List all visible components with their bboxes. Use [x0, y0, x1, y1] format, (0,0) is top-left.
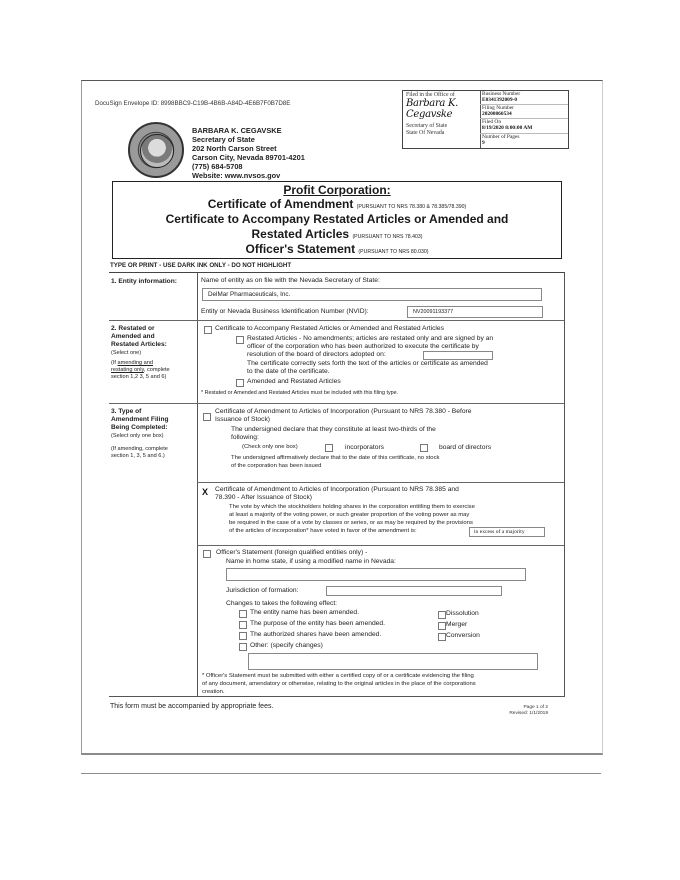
before-issuance-checkbox[interactable] — [203, 413, 211, 421]
board-adoption-date-field[interactable] — [423, 351, 493, 360]
business-number-cell: Business Number E0341392009-0 — [480, 91, 568, 105]
restated-footnote: * Restated or Amended and Restated Articles must be included with this filing type. — [201, 390, 399, 396]
board-of-directors-label: board of directors — [439, 444, 492, 451]
page-separator — [81, 773, 601, 774]
pages-cell: Number of Pages 9 — [480, 134, 568, 148]
board-of-directors-checkbox[interactable] — [420, 444, 428, 452]
filing-number-cell: Filing Number 20200860534 — [480, 105, 568, 119]
section3-label: 3. Type of Amendment Filing Being Completed: (Select only one box) (If amending, complete section 1, 3, 5 and 6.) — [111, 408, 169, 459]
before-issuance-label: Certificate of Amendment to Articles of Incorporation (Pursuant to NRS 78.380 - Before — [215, 408, 472, 415]
secretary-of-state-block — [192, 126, 305, 180]
officers-statement-checkbox[interactable] — [203, 550, 211, 558]
fees-notice: This form must be accompanied by appropriate fees. — [110, 703, 274, 710]
home-state-name-field[interactable] — [226, 568, 526, 581]
business-number: E0341392009-0 — [482, 97, 518, 103]
amended-restated-label: Amended and Restated Articles — [247, 378, 341, 385]
state-label: State Of Nevada — [406, 130, 445, 136]
other-changes-checkbox[interactable] — [239, 643, 247, 651]
secretary-phone: (775) 684-5708 — [192, 162, 243, 171]
filed-on: 8/19/2020 8:00:00 AM — [482, 125, 533, 132]
form-title-box: Profit Corporation: Certificate of Amendment (PURSUANT TO NRS 78.380 & 78.385/78.390) Certificate to Accompany Restated Articles or Amended and Restated Articles (PURSUANT TO NRS 78.403) Officer's Statement (PURSUANT TO NRS 80.030) — [112, 181, 562, 259]
dissolution-checkbox[interactable] — [438, 611, 446, 619]
section1-label: 1. Entity information: — [111, 278, 177, 285]
section2-label: 2. Restated or Amended and Restated Articles: (Select one) (If amending and restating only, complete section 1,2 3, 5 and 6) — [111, 325, 170, 380]
amended-restated-checkbox[interactable] — [236, 379, 244, 387]
secretary-signature: Barbara K. Cegavske — [406, 98, 459, 120]
revision-date: Revised: 1/1/2019 — [509, 711, 548, 716]
filing-stamp — [402, 90, 569, 149]
filed-on-cell: Filed On 8/19/2020 8:00:00 AM — [480, 119, 568, 133]
incorporators-label: incorporators — [345, 444, 385, 451]
entity-name-amended-checkbox[interactable] — [239, 610, 247, 618]
after-issuance-label: Certificate of Amendment to Articles of Incorporation (Pursuant to NRS 78.385 and — [215, 486, 459, 493]
shares-amended-checkbox[interactable] — [239, 632, 247, 640]
form-heading: Profit Corporation: — [283, 183, 391, 197]
title-officers-statement: Officer's Statement — [245, 242, 356, 256]
restated-articles-checkbox[interactable] — [236, 336, 244, 344]
docusign-envelope-id: DocuSign Envelope ID: 8998BBC9-C19B-4B6B-A84D-4E6B7F0B7D8E — [95, 100, 291, 107]
title-accompany-restated: Certificate to Accompany Restated Articles or Amended and — [165, 212, 509, 226]
jurisdiction-field[interactable] — [326, 586, 502, 596]
title-certificate-amendment: Certificate of Amendment — [207, 197, 354, 211]
title-restated-articles: Restated Articles — [251, 227, 350, 241]
filed-office-label: Filed in the Office of — [406, 92, 455, 98]
after-issuance-checkbox[interactable]: X — [202, 487, 209, 497]
nevada-state-seal-icon — [128, 122, 184, 178]
secretary-of-state-label: Secretary of State — [406, 123, 448, 129]
page-number: Page 1 of 2 Revised: 1/1/2019 — [509, 705, 548, 716]
ink-instructions: TYPE OR PRINT - USE DARK INK ONLY - DO NOT HIGHLIGHT — [110, 262, 292, 269]
vote-proportion-field[interactable]: in excess of a majority — [469, 527, 545, 537]
purpose-amended-checkbox[interactable] — [239, 621, 247, 629]
secretary-title: Secretary of State — [192, 135, 255, 144]
accompany-restated-label: Certificate to Accompany Restated Articles or Amended and Restated Articles — [215, 325, 444, 332]
secretary-website: Website: www.nvsos.gov — [192, 171, 281, 180]
secretary-name: BARBARA K. CEGAVSKE — [192, 126, 282, 135]
accompany-restated-checkbox[interactable] — [204, 326, 212, 334]
entity-name-prompt: Name of entity as on file with the Nevada Secretary of State: — [201, 277, 380, 284]
number-of-pages: 9 — [482, 139, 485, 146]
filing-number: 20200860534 — [482, 111, 512, 118]
form-table: 1. Entity information: Name of entity as on file with the Nevada Secretary of State: DelMar Pharmaceuticals, Inc. Entity or Nevada Business Identification Number (NVID): NV20091193377 2. Restated or Amended and Restated Articles: (Select one) (If amending and restating only, complete section 1,2 3, 5 and 6) Certificate to Accompany Restated Articles or Amended and Restated Articles Restated Articles - No amendments; articles are restated only and are signed by an officer of the corporation who has been authorized to execute the certificate by resolution of the board of directors adopted on: The certificate correctly sets forth the text of the articles or certificate as amended to the date of the certificate. Amended and Restated Articles * Restated or Amended and Restated Articles must be included with this filing type. 3. Type of Amendment Filing Being Completed: (Select only one box) (If amending, complete section 1, 3, 5 and 6.) Certificate of Amendment to Articles of Incorporation (Pursuant to NRS 78.380 - Before Issuance of Stock) The undersigned declare that they constitute at least two-thirds of the following: (Check only one box) incorporators board of directors The undersigned affirmatively declare that to the date of this certificate, no stock of the corporation has been issued X Certificate of Amendment to Articles of Incorporation (Pursuant to NRS 78.385 and 78.390 - After Issuance of Stock) The vote by which the stockholders holding shares in the corporation entitling them to exercise at least a majority of the voting power, or such greater proportion of the voting power as may be required in the case of a vote by classes or series, or as may be required by the provisions of the articles of incorporation* have voted in favor of the amendment is: in excess of a majority Officer's Statement (foreign qualified entities only) - Name in home state, if using a modified name in Nevada: Jurisdiction of formation: Changes to takes the following effect: The entity name has been amended. The purpose of the entity has been amended. The authorized shares have been amended. Other: (specify changes) Dissolution Merger Conversion * Officer's Statement must be submitted with either a certified copy of or a certificate evidencing the filing of any document, amendatory or otherwise, relating to the original articles in the place of the corporations creation. — [109, 272, 565, 697]
incorporators-checkbox[interactable] — [325, 444, 333, 452]
officers-statement-label: Officer's Statement (foreign qualified entities only) - — [216, 549, 368, 556]
conversion-checkbox[interactable] — [438, 633, 446, 641]
secretary-street: 202 North Carson Street — [192, 144, 277, 153]
secretary-city: Carson City, Nevada 89701-4201 — [192, 153, 305, 162]
merger-checkbox[interactable] — [438, 622, 446, 630]
entity-name-field[interactable]: DelMar Pharmaceuticals, Inc. — [202, 288, 542, 301]
other-changes-field[interactable] — [248, 653, 538, 670]
nvid-prompt: Entity or Nevada Business Identification Number (NVID): — [201, 308, 369, 315]
nvid-field[interactable]: NV20091193377 — [407, 306, 543, 318]
